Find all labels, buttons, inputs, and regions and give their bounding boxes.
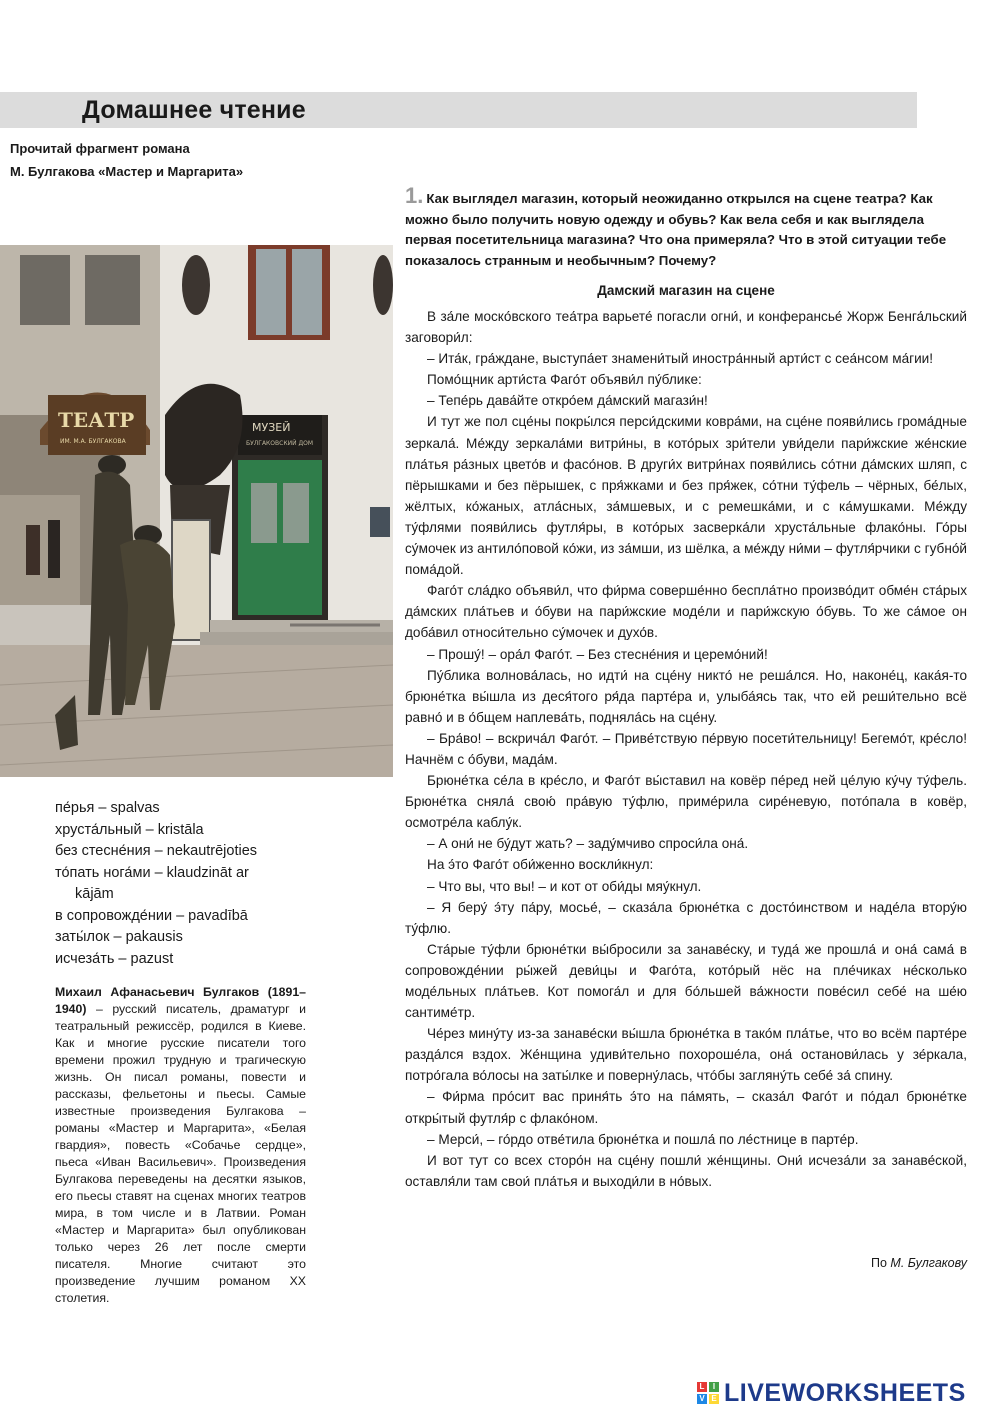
logo-square: I [709, 1382, 719, 1392]
question-text: Как выглядел магазин, который неожиданно открылся на сцене театра? Как можно было получить новую одежду и обувь? Как вела себя и как выглядела первая посетительница магазина? Что она примеряла? Что в этой ситуации тебе показалось странным и необычным? Почему? [405, 191, 947, 268]
logo-square: V [697, 1394, 707, 1404]
story-paragraph: На э́то Фаго́т оби́женно воскли́кнул: [427, 857, 654, 873]
biography-text: – русский писатель, драматург и театральный режиссёр, родился в Киеве. Как и многие русские писатели того времени прожил трудную и трагическую жизнь. Он писал романы, повести и рассказы, фельетоны и пьесы. Самые известные произведения Булгакова – романы «Мастер и Маргарита», «Белая гвардия», повесть «Собачье сердце», пьеса «Иван Васильевич». Произведения Булгакова переведены на десятки языков, его пьесы ставят на сценах многих театров мира, в том числе и в Латвии. Роман «Мастер и Маргарита» был опубликован только через 26 лет после смерти писателя. Многие считают это произведение лучшим романом XX столетия. [55, 1002, 306, 1305]
story-paragraph: Пу́блика волнова́лась, но идти́ на сце́ну никто́ не реша́лся. Но, наконе́ц, кака́я-то брюне́тка вы́шла из деся́того ря́да парте́ра и, улыба́ясь так, что ей реши́тельно всё равно́ и в о́бщем наплева́ть, поднялáсь на сце́ну. [405, 667, 967, 725]
vocab-item: без стесне́ния – nekautrējoties [55, 843, 258, 859]
vocab-item: в сопровожде́нии – pavadībā [55, 907, 248, 924]
vocab-item: хруста́льный – kristāla [55, 821, 204, 838]
story-paragraph: – Фи́рма про́сит вас приня́ть э́то на па́мять, – сказа́л Фаго́т и по́дал брюне́тке откры́тый футля́р с флако́ном. [405, 1089, 967, 1126]
theatre-sign-subtext: ИМ. М.А. БУЛГАКОВА [60, 438, 126, 445]
brand-text: LIVEWORKSHEETS [724, 1378, 966, 1407]
story-paragraph: В за́ле моско́вского теа́тра варьете́ погасли огни́, и конферансье́ Жорж Бенга́льский заговори́л: [405, 309, 967, 346]
vocab-item: то́пать нога́ми – klaudzināt ar [55, 864, 249, 881]
liveworksheets-logo-icon [697, 1382, 719, 1404]
vocab-item: заты́лок – pakausis [55, 929, 183, 945]
story-paragraph: И тут же пол сце́ны покры́лся перси́дскими ковра́ми, на сце́не появи́лись грома́дные зеркала́. Ме́жду зеркала́ми витри́ны, в кото́рых зри́тели уви́дели пари́жские же́нские пла́тья ра́зных цвето́в и фасо́нов. В други́х витри́нах появи́лись со́тни да́мских шляп, с пёрышками и без пёрышек, с пря́жками и без пря́жек, со́тни ту́фель – чёрных, бе́лых, жёлтых, ко́жаных, атла́сных, за́мшевых, и с ремешка́ми, и с ка́мушками. Ме́жду ту́флями появи́лись футля́ры, в кото́рых засверка́ли хруста́льные флако́ны. Го́ры су́мочек из антило́повой ко́жи, из за́мши, из шёлка, а ме́жду ни́ми – футля́рчики с губно́й пома́дой. [405, 414, 967, 578]
museum-sign-subtext: БУЛГАКОВСКИЙ ДОМ [246, 440, 314, 447]
story-title: Дамский магазин на сцене [597, 283, 775, 298]
logo-square: E [709, 1394, 719, 1404]
story-source [700, 1256, 967, 1270]
source-prefix: По [871, 1256, 891, 1270]
question-number: 1. [405, 183, 424, 208]
story-paragraph: – А они́ не бу́дут жать? – заду́мчиво спроси́ла она́. [427, 836, 749, 852]
author-name: Михаил Афанасьевич Булгаков (1891–1940) [55, 985, 306, 1016]
story-paragraph: – Прошу́! – ора́л Фаго́т. – Без стесне́ния и церемо́ний! [427, 646, 768, 662]
instruction-line-2: М. Булгакова «Мастер и Маргарита» [10, 164, 244, 179]
theatre-photo [0, 245, 393, 777]
story-paragraph: Брюне́тка се́ла в кре́сло, и Фаго́т вы́ставил на ковёр пе́ред ней це́лую ку́чу ту́фель. Брюне́тка сняла́ свою́ пра́вую ту́флю, приме́рила сире́невую, пото́пала в ковёр, осмотре́ла каблу́к. [405, 773, 967, 831]
logo-square: L [697, 1382, 707, 1392]
vocab-item: пе́рья – spalvas [55, 800, 160, 816]
story-paragraph: – Что вы, что вы! – и кот от оби́ды мяу́кнул. [427, 878, 702, 894]
vocabulary-list [55, 798, 355, 970]
story-paragraph: – Я беру́ э́ту па́ру, мосье́, – сказа́ла брюне́тка с досто́инством и наде́ла втору́ю ту́флю. [405, 899, 967, 936]
theatre-sign-text: ТЕАТР [58, 408, 135, 432]
story-paragraph: – Мерси́, – го́рдо отве́тила брюне́тка и пошла́ по ле́стнице в парте́р. [427, 1131, 859, 1147]
story-paragraph: И вот тут со всех сторо́н на сце́ну пошли́ же́нщины. Они́ исчеза́ли за занаве́ской, оставля́ли там свои́ пла́тья и выходи́ли в но́вых. [405, 1152, 967, 1189]
liveworksheets-brand [697, 1378, 966, 1408]
vocab-item-continued: kājām [75, 886, 114, 902]
instruction-line-1: Прочитай фрагмент романа [10, 141, 190, 156]
story-paragraph: Ста́рые ту́фли брюне́тки вы́бросили за занаве́ску, и туда́ же прошла́ и она́ сама́ в сопровожде́нии ры́жей деви́цы и Фаго́та, кото́рый нёс на пле́чиках не́сколько моде́льных пла́тьев. Кот помога́л и для бо́льшей ва́жности пове́сил себе́ на ше́ю сантиме́тр. [405, 941, 967, 1021]
museum-sign-text: МУЗЕЙ [252, 421, 291, 434]
story-paragraph: Че́рез мину́ту из-за занаве́ски вы́шла брюне́тка в тако́м пла́тье, что во всём парте́ре разда́лся вздох. Же́нщина удиви́тельно похороше́ла, она́ останови́лась у зе́ркала, потро́гала во́лосы на заты́лке и поверну́лась, чтóбы загляну́ть себе́ за́ спину. [405, 1026, 967, 1084]
story-paragraph: Помо́щник арти́ста Фаго́т объяви́л пу́блике: [427, 372, 702, 388]
story-paragraph: – Тепе́рь дава́йте откро́ем да́мский магази́н! [427, 393, 708, 409]
story-paragraph: Фаго́т сла́дко объяви́л, что фи́рма соверше́нно беспла́тно произво́дит обме́н ста́рых да́мских пла́тьев и о́буви на пари́жские моде́ли и пари́жскую о́бувь. То же са́мое он доба́вил относи́тельно су́мочек и духо́в. [405, 583, 967, 641]
author-biography [55, 984, 306, 1307]
page-title: Домашнее чтение [82, 96, 306, 124]
vocab-item: исчеза́ть – pazust [55, 950, 174, 967]
story-paragraph: – Ита́к, гра́ждане, выступа́ет знамени́тый иностра́нный арти́ст с сеа́нсом ма́гии! [427, 351, 934, 367]
source-author: М. Булгакову [890, 1256, 967, 1270]
task-question [405, 183, 967, 271]
story-paragraph: – Бра́во! – вскрича́л Фаго́т. – Приве́тствую пе́рвую посети́тельницу! Бегемо́т, кре́сло! Начнём с о́буви, мада́м. [405, 730, 967, 767]
story-text [405, 306, 967, 1192]
